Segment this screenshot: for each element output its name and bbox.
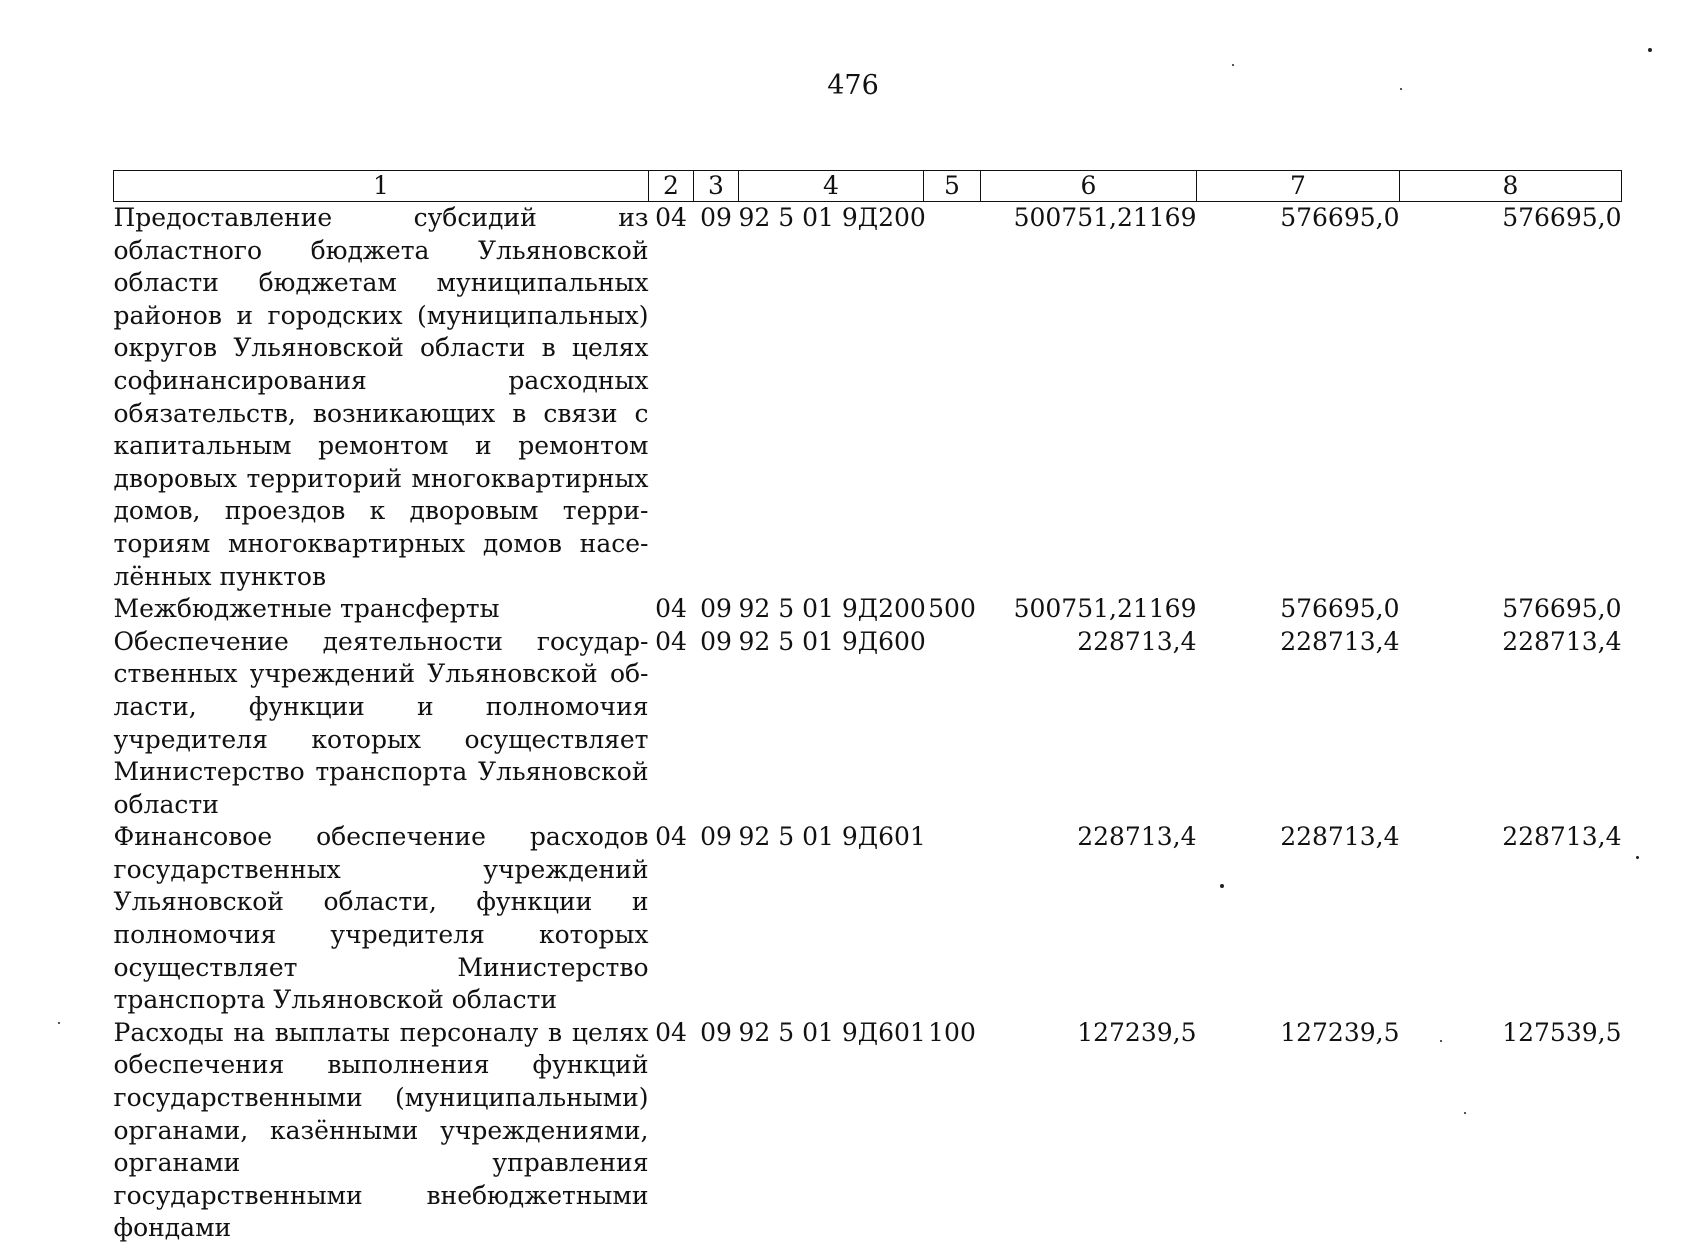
row-name: Обеспечение деятельности государственных учреждений Ульяновской области, функции и полномочия учредителя которых осуществляет Министерство транспорта Ульяновской области [113, 626, 649, 819]
table-row [114, 626, 1622, 822]
section-code: 04 [655, 594, 687, 624]
table-row [114, 593, 1622, 626]
budget-table [113, 170, 1622, 1245]
scan-speck [1232, 64, 1234, 66]
target-article-code: 92 5 01 9Д600 [738, 626, 926, 656]
column-header-8: 8 [1400, 171, 1622, 202]
target-article-code: 92 5 01 9Д200 [738, 203, 926, 232]
scan-speck [1440, 1040, 1442, 1042]
amount-col-6: 127239,5 [1077, 1017, 1197, 1047]
subsection-code: 09 [700, 594, 732, 624]
amount-col-7: 127239,5 [1280, 1017, 1400, 1047]
target-article-code: 92 5 01 9Д601 [738, 822, 926, 852]
expense-type-code [924, 202, 981, 594]
scan-speck [1400, 88, 1402, 90]
target-article-code: 92 5 01 9Д601 [738, 1017, 926, 1047]
column-header-1: 1 [114, 171, 649, 202]
expense-type-code [924, 626, 981, 822]
header-row [114, 171, 1622, 202]
column-header-3: 3 [694, 171, 739, 202]
column-header-4: 4 [739, 171, 924, 202]
amount-col-6: 500751,21169 [1013, 203, 1197, 232]
amount-col-8: 576695,0 [1502, 203, 1622, 232]
expense-type-code: 500 [928, 594, 976, 624]
column-header-2: 2 [649, 171, 694, 202]
row-name: Межбюджетные трансферты [113, 594, 500, 624]
section-code: 04 [655, 626, 687, 656]
subsection-code: 09 [700, 203, 732, 232]
amount-col-7: 228713,4 [1280, 626, 1400, 656]
subsection-code: 09 [700, 626, 732, 656]
scan-speck [58, 1022, 60, 1024]
subsection-code: 09 [700, 822, 732, 852]
table-row [114, 1017, 1622, 1245]
scan-speck [1636, 856, 1639, 859]
amount-col-7: 576695,0 [1280, 203, 1400, 232]
row-name: Расходы на выплаты персоналу в целях обеспечения выполнения функций государственными (муниципальными) органами, казёнными учреждениями, органами управления государственными внебюджетными фондами [113, 1017, 649, 1243]
amount-col-6: 228713,4 [1077, 822, 1197, 852]
amount-col-8: 127539,5 [1502, 1017, 1622, 1047]
section-code: 04 [655, 203, 687, 232]
scan-speck [1220, 884, 1224, 888]
table-row [114, 202, 1622, 594]
target-article-code: 92 5 01 9Д200 [738, 594, 926, 624]
section-code: 04 [655, 822, 687, 852]
row-name: Финансовое обеспечение расходов государственных учреждений Ульяновской области, функции и полномочия учредителя которых осуществляет Министерство транспорта Ульяновской области [113, 822, 649, 1015]
row-name: Предоставление субсидий из областного бюджета Ульяновской области бюджетам муниципальных районов и городских (муниципальных) округов Ульяновской области в целях софинансирования расходных обязательств, возникающих в связи с капитальным ремонтом и ремонтом дворовых территорий многоквартирных домов, проездов к дворовым территориям многоквартирных домов населённых пунктов [113, 203, 649, 591]
amount-col-7: 228713,4 [1280, 822, 1400, 852]
subsection-code: 09 [700, 1017, 732, 1047]
page-number: 476 [827, 70, 879, 101]
amount-col-7: 576695,0 [1280, 594, 1400, 624]
amount-col-6: 500751,21169 [1013, 594, 1197, 624]
scan-speck [1464, 1112, 1466, 1114]
expense-type-code: 100 [928, 1017, 976, 1047]
column-header-7: 7 [1197, 171, 1400, 202]
column-header-5: 5 [924, 171, 981, 202]
section-code: 04 [655, 1017, 687, 1047]
table-row [114, 821, 1622, 1017]
amount-col-6: 228713,4 [1077, 626, 1197, 656]
column-header-6: 6 [981, 171, 1197, 202]
amount-col-8: 228713,4 [1502, 626, 1622, 656]
scan-speck [1648, 48, 1652, 52]
amount-col-8: 228713,4 [1502, 822, 1622, 852]
amount-col-8: 576695,0 [1502, 594, 1622, 624]
expense-type-code [924, 821, 981, 1017]
